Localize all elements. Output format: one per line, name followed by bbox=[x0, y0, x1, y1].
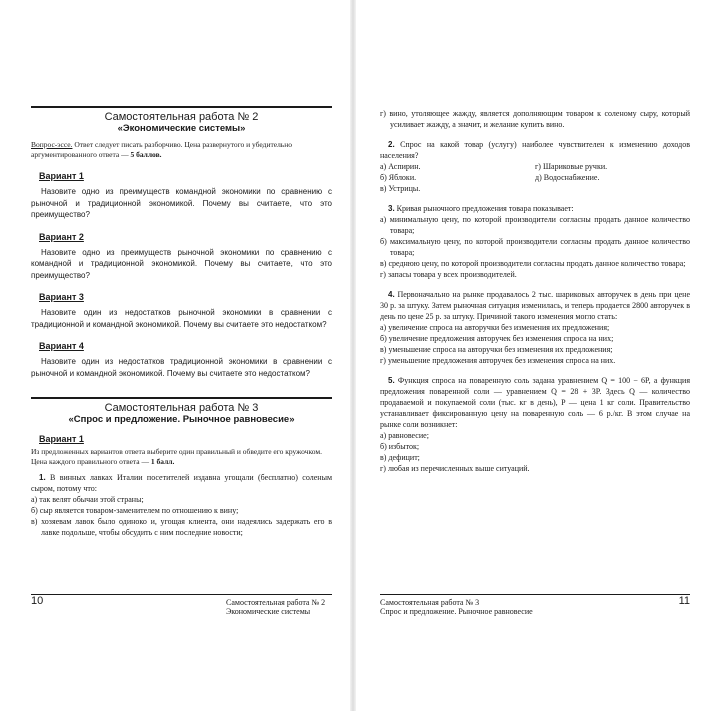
right-footer-line-2: Спрос и предложение. Рыночное равновесие bbox=[380, 607, 533, 616]
section-3-points: 1 балл. bbox=[150, 457, 175, 466]
question-5 bbox=[380, 375, 690, 474]
question-3-option-c: в) среднюю цену, по которой производители согласны продать данное количество товара; bbox=[380, 259, 686, 268]
right-page-number: 11 bbox=[678, 595, 690, 607]
left-footer bbox=[31, 594, 332, 616]
variant-3-title: Вариант 3 bbox=[39, 292, 84, 302]
question-1-option-a: а) так велят обычаи этой страны; bbox=[31, 495, 144, 504]
question-5-option-d: г) любая из перечисленных выше ситуаций. bbox=[380, 464, 530, 473]
question-4-stem bbox=[380, 289, 690, 322]
variant-3-text: Назовите один из недостатков рыночной экономики в сравнении с традиционной и командной экономикой. Почему вы считаете это недостатком? bbox=[31, 308, 332, 329]
question-1-option-d: г) вино, утоляющее жажду, является дополняющим товаром к соленому сыру, который усиливает жажду, а значит, и желание купить вино. bbox=[380, 109, 690, 129]
question-2 bbox=[380, 139, 690, 194]
right-footer bbox=[380, 594, 690, 616]
question-3-option-b: б) максимальную цену, по которой производители согласны продать данное количество товара; bbox=[380, 237, 690, 257]
question-2-option-c: в) Устрицы. bbox=[380, 184, 421, 193]
question-5-option-a: а) равновесие; bbox=[380, 431, 429, 440]
question-2-option-a: а) Аспирин. bbox=[380, 162, 421, 171]
question-2-option-e: д) Водоснабжение. bbox=[535, 173, 600, 182]
question-5-stem bbox=[380, 375, 690, 430]
right-column bbox=[380, 108, 690, 474]
section-3-heading bbox=[31, 397, 332, 425]
question-1-option-c: в) хозяевам лавок было одиноко и, угощая клиента, они надеялись задержать его в лавке подольше, чтобы обсудить с ним последние новости; bbox=[31, 517, 332, 537]
question-3-number: 3. bbox=[388, 204, 395, 213]
section-2-subtitle: «Экономические системы» bbox=[117, 123, 246, 134]
section-3-instructions bbox=[31, 447, 332, 467]
right-footer-line-1: Самостоятельная работа № 3 bbox=[380, 598, 480, 607]
left-page bbox=[0, 0, 350, 711]
section-3-title: Самостоятельная работа № 3 bbox=[104, 402, 259, 414]
question-4-number: 4. bbox=[388, 290, 395, 299]
section-2-instructions-text: Ответ следует писать разборчиво. Цена развернутого и убедительно аргументированного ответа — bbox=[31, 140, 292, 159]
question-2-number: 2. bbox=[388, 140, 395, 149]
question-3-option-a: а) минимальную цену, по которой производители согласны продать данное количество товара; bbox=[380, 215, 690, 235]
question-2-text: Спрос на какой товар (услугу) наиболее чувствителен к изменению доходов населения? bbox=[380, 140, 690, 160]
question-1-option-b: б) сыр является товаром-заменителем по отношению к вину; bbox=[31, 506, 239, 515]
section-2-title: Самостоятельная работа № 2 bbox=[104, 111, 259, 123]
left-footer-caption bbox=[226, 595, 332, 616]
question-4-option-d: г) уменьшение предложения авторучек без изменения спроса на них. bbox=[380, 356, 616, 365]
question-5-option-c: в) дефицит; bbox=[380, 453, 420, 462]
question-4-option-b: б) увеличение предложения авторучек без изменения спроса на них; bbox=[380, 334, 614, 343]
left-footer-line-1: Самостоятельная работа № 2 bbox=[226, 598, 326, 607]
question-5-text: Функция спроса на поваренную соль задана уравнением Q = 100 − 6P, а функция предложения поваренной соли — уравнением Q = 28 + 3P. Здесь Q — количество продаваемой и покупаемой соли (тыс. кг в день), P — цена 1 кг соли. Правительство устанавливает фиксированную цену на поваренную соль — 6 р./кг. В этом случае на рынке соли возникнет: bbox=[380, 376, 690, 429]
variant-2-text: Назовите одно из преимуществ рыночной экономики по сравнению с командной и традиционной экономикой. Почему вы считаете, что это преимущество? bbox=[31, 247, 332, 280]
section-3-variant-title: Вариант 1 bbox=[39, 434, 84, 444]
variant-4-title: Вариант 4 bbox=[39, 341, 84, 351]
section-2-instructions bbox=[31, 140, 332, 160]
question-4-option-a: а) увеличение спроса на авторучки без изменения их предложения; bbox=[380, 323, 610, 332]
section-2-points: 5 баллов. bbox=[130, 150, 162, 159]
right-page bbox=[356, 0, 711, 711]
question-3-stem bbox=[380, 203, 690, 214]
variant-1-text: Назовите одно из преимуществ командной экономики по сравнению с рыночной и традиционной экономикой. Почему вы считаете, что это преимущество? bbox=[31, 187, 332, 219]
left-page-number: 10 bbox=[31, 595, 44, 607]
question-5-number: 5. bbox=[388, 376, 395, 385]
question-2-option-b: б) Яблоки. bbox=[380, 173, 417, 182]
question-2-option-d: г) Шариковые ручки. bbox=[535, 162, 608, 171]
section-2-heading bbox=[31, 106, 332, 134]
right-footer-caption bbox=[380, 595, 690, 616]
variant-4-text: Назовите один из недостатков традиционной экономики в сравнении с рыночной и командной экономикой. Почему вы считаете это недостатком? bbox=[31, 357, 332, 378]
section-3-subtitle: «Спрос и предложение. Рыночное равновесие» bbox=[68, 414, 295, 425]
question-1-number: 1. bbox=[39, 473, 46, 482]
question-5-option-b: б) избыток; bbox=[380, 442, 420, 451]
question-2-stem bbox=[380, 139, 690, 161]
question-3-option-d: г) запасы товара у всех производителей. bbox=[380, 270, 517, 279]
variant-2-title: Вариант 2 bbox=[39, 231, 84, 242]
essay-label: Вопрос-эссе. bbox=[31, 140, 73, 149]
variant-1-title: Вариант 1 bbox=[39, 171, 84, 181]
question-4 bbox=[380, 289, 690, 366]
left-footer-line-2: Экономические системы bbox=[226, 607, 311, 616]
question-3 bbox=[380, 203, 690, 280]
question-1 bbox=[31, 472, 332, 538]
question-3-text: Кривая рыночного предложения товара показывает: bbox=[394, 204, 574, 213]
section-3-instructions-text: Из предложенных вариантов ответа выберите один правильный и обведите его кружочком. Цена каждого правильного ответа — bbox=[31, 447, 322, 466]
question-1-text: В винных лавках Италии посетителей издавна угощали (бесплатно) соленым сыром, потому что: bbox=[31, 473, 332, 493]
left-column bbox=[31, 98, 332, 538]
question-4-option-c: в) уменьшение спроса на авторучки без изменения их предложения; bbox=[380, 345, 613, 354]
question-4-text: Первоначально на рынке продавалось 2 тыс. шариковых авторучек в день при цене 30 р. за штуку. Затем рыночная ситуация изменилась, и теперь продается 2800 авторучек в день по цене 25 р. за штуку. Причиной такого изменения могло стать: bbox=[380, 290, 690, 321]
question-1-stem bbox=[31, 472, 332, 494]
question-1-continued bbox=[380, 108, 690, 130]
